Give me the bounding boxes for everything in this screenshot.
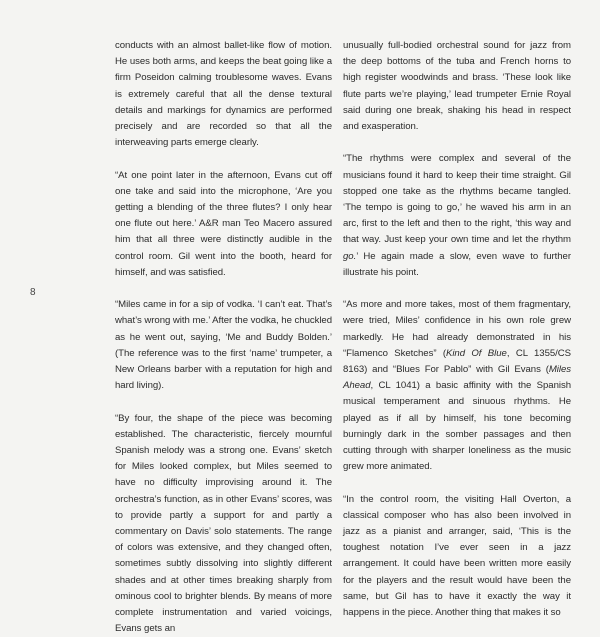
paragraph: conducts with an almost ballet-like flow of motion. He uses both arms, and keeps the beat going like a firm Poseidon calming troublesome waves. Evans is extremely careful that all the dense textural details and markings for dynamics are performed precisely and are recorded so that all the interweaving parts emerge clearly. bbox=[115, 40, 332, 149]
text-segment: “As more and more takes, most of them fragmentary, were tried, Miles’ confidence in his own role grew markedly. He had already demonstrated in his “Flamenco Sketches” ( bbox=[343, 299, 571, 359]
album-title: Miles Ahead bbox=[343, 364, 571, 392]
page-number: 8 bbox=[30, 287, 36, 298]
text-segment: “The rhythms were complex and several of the musicians found it hard to keep their time straight. Gil stopped one take as the rhythms became tangled. ‘The tempo is going to go,’ he waved his arm in an arc, first to the left and then to the right, ‘this way and that way. Just keep your own time and let the rhythm bbox=[343, 153, 571, 246]
paragraph bbox=[343, 297, 571, 475]
paragraph: “Miles came in for a sip of vodka. ‘I can’t eat. That’s what’s wrong with me.’ After the vodka, he chuckled as he went out, saying, ‘Me and Buddy Bolden.’ (The reference was to the first ‘name’ trumpeter, a New Orleans barber with a reputation for high and hard living). bbox=[115, 299, 332, 392]
paragraph: “At one point later in the afternoon, Evans cut off one take and said into the microphone, ‘Are you getting a blending of the three flutes? I only hear one flute out here.’ A&R man Teo Macero assured him that all three were distinctly audible in the control room. Gil went into the booth, heard for himself, and was satisfied. bbox=[115, 169, 332, 278]
paragraph: “In the control room, the visiting Hall Overton, a classical composer who has also been involved in jazz as a pianist and arranger, said, ‘This is the toughest notation I’ve ever seen in a jazz arrangement. It could have been written more easily for the players and the result would have been the same, but Gil has to have it exactly the way it happens in the piece. Another thing that makes it so bbox=[343, 493, 571, 619]
paragraph bbox=[343, 151, 571, 281]
paragraph: “By four, the shape of the piece was becoming established. The characteristic, fiercely mournful Spanish melody was a strong one. Evans’ sketch for Miles looked complex, but Miles seemed to have no difficulty improvising around it. The orchestra’s function, as in other Evans’ scores, was to provide partly a support for and partly a commentary on Davis’ solo statements. The range of colors was extensive, and they changed often, sometimes subtly dissolving into slightly different shades and at other times breaking sharply from ominous cool to brighter blends. By means of more complete instrumentation and varied voicings, Evans gets an bbox=[115, 412, 332, 635]
text-segment: ’ He again made a slow, even wave to further illustrate his point. bbox=[343, 250, 571, 278]
right-column bbox=[343, 38, 571, 621]
album-title: Kind Of Blue bbox=[446, 347, 507, 359]
left-column bbox=[115, 38, 332, 637]
text-segment: , CL 1041) a basic affinity with the Spanish musical temperament and sinuous rhythms. He played as if all by himself, his tone becoming burningly dark in the somber passages and then cutting through with sharper loneliness as the music grew more animated. bbox=[343, 380, 571, 473]
paragraph: unusually full-bodied orchestral sound for jazz from the deep bottoms of the tuba and French horns to high register woodwinds and brass. ‘These look like flute parts we’re playing,’ lead trumpeter Ernie Royal said during one break, shaking his head in respect and exasperation. bbox=[343, 40, 571, 133]
text-segment: , CL 1355/CS 8163) and “Blues For Pablo” with Gil Evans ( bbox=[343, 347, 571, 376]
italic-text: go. bbox=[343, 250, 357, 262]
